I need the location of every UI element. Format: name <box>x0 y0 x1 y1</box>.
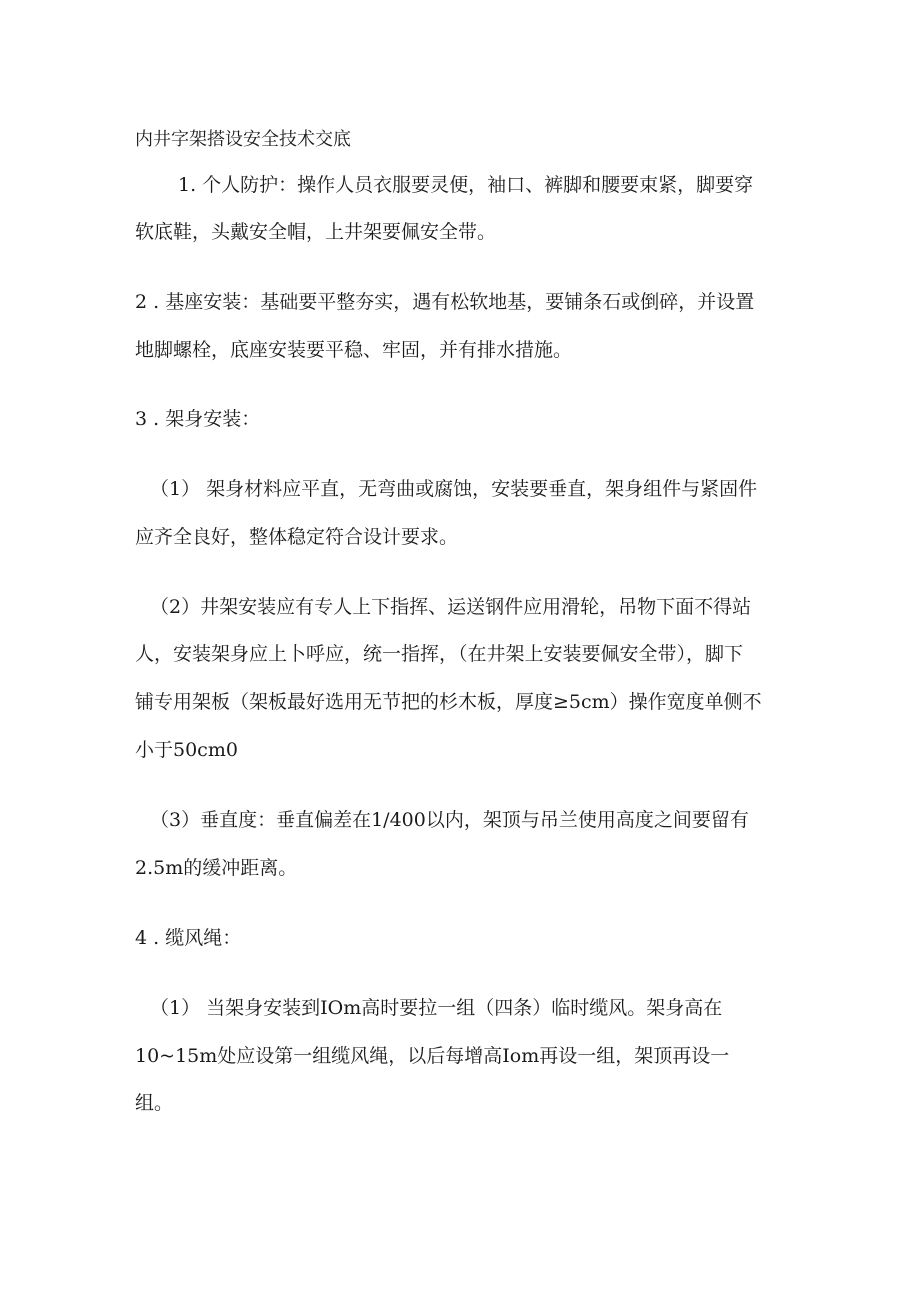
item-3-2-line-2: 人，安装架身应上卜呼应，统一指挥，（在井架上安装要佩安全带），脚下 <box>135 643 744 665</box>
item-3-2-line-1: （2）井架安装应有专人上下指挥、运送钢件应用滑轮，吊物下面不得站 <box>150 596 752 618</box>
section-2-line-2: 地脚螺栓，底座安装要平稳、牢固，并有排水措施。 <box>135 339 573 361</box>
item-3-2-line-4: 小于50cm0 <box>135 739 238 761</box>
item-3-3-line-2: 2.5m的缓冲距离。 <box>135 857 298 879</box>
item-3-1-line-2: 应齐全良好，整体稳定符合设计要求。 <box>135 526 459 548</box>
section-3-heading: 3 . 架身安装： <box>135 408 261 430</box>
section-1-line-2: 软底鞋，头戴安全帽，上井架要佩安全带。 <box>135 221 497 243</box>
section-2-line-1: 2 . 基座安装：基础要平整夯实，遇有松软地基，要铺条石或倒碎，并设置 <box>135 291 755 313</box>
item-3-1-line-1: （1） 架身材料应平直，无弯曲或腐蚀，安装要垂直，架身组件与紧固件 <box>150 478 758 500</box>
item-4-1-line-3: 组。 <box>135 1092 174 1114</box>
item-4-1-line-1: （1） 当架身安装到IOm高时要拉一组（四条）临时缆风。架身高在 <box>150 997 723 1019</box>
document-title: 内井字架搭设安全技术交底 <box>135 129 351 150</box>
item-3-2-line-3: 铺专用架板（架板最好选用无节把的杉木板，厚度≥5cm）操作宽度单侧不 <box>135 691 762 713</box>
item-3-3-line-1: （3）垂直度：垂直偏差在1/400以内，架顶与吊兰使用高度之间要留有 <box>150 809 749 831</box>
item-4-1-line-2: 10~15m处应设第一组缆风绳，以后每增高Iom再设一组，架顶再设一 <box>135 1045 730 1067</box>
section-1-line-1: 1. 个人防护：操作人员衣服要灵便，袖口、裤脚和腰要束紧，脚要穿 <box>178 174 754 196</box>
section-4-heading: 4 . 缆风绳： <box>135 927 242 949</box>
